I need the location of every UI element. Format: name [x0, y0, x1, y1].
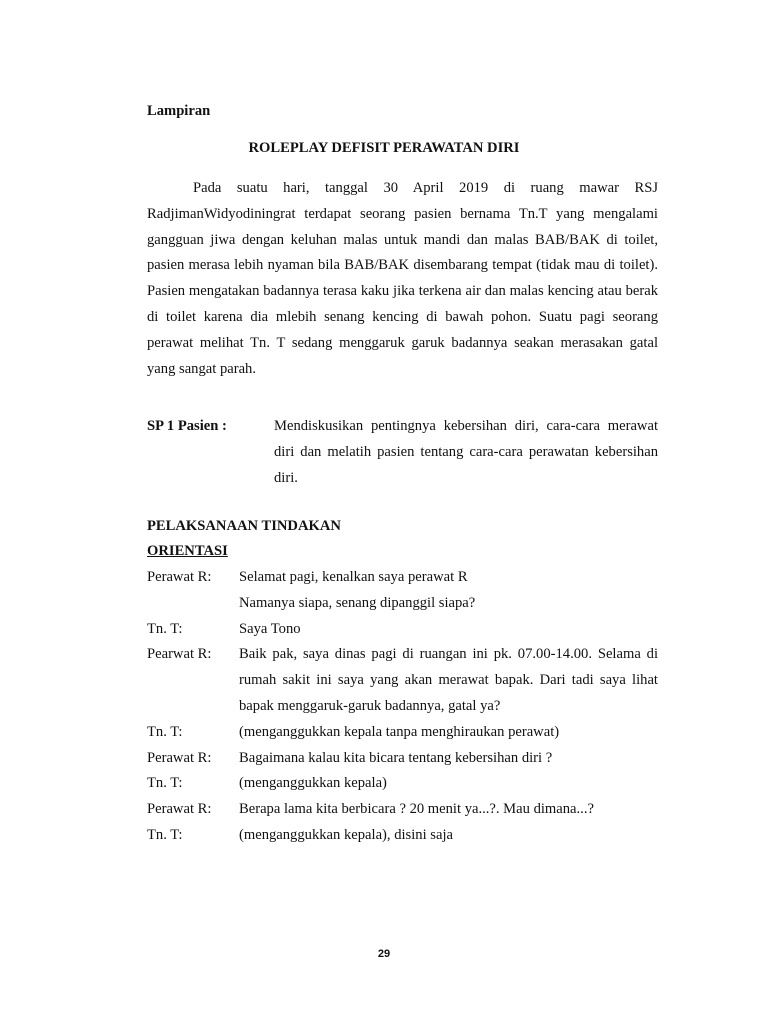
dialogue-utterance — [239, 642, 658, 719]
utterance-line: Saya Tono — [239, 620, 301, 637]
dialogue-speaker: Tn. T: — [147, 723, 183, 740]
dialogue-speaker: Perawat R: — [147, 749, 212, 766]
utterance-line: Baik pak, saya dinas pagi di ruangan ini pk. 07.00-14.00. Selama di rumah sakit ini saya yang akan merawat bapak. Dari tadi saya lihat bapak menggaruk-garuk badannya, gatal ya? — [239, 646, 658, 714]
dialogue-utterance — [239, 617, 658, 643]
intro-paragraph: Pada suatu hari, tanggal 30 April 2019 di ruang mawar RSJ RadjimanWidyodiningrat terdapat seorang pasien bernama Tn.T yang mengalami gangguan jiwa dengan keluhan malas untuk mandi dan malas BAB/BAK di toilet, pasien merasa lebih nyaman bila BAB/BAK disembarang tempat (tidak mau di toilet). Pasien mengatakan badannya terasa kaku jika terkena air dan malas kencing atau berak di toilet karena dia mlebih senang kencing di bawah pohon. Suatu pagi seorang perawat melihat Tn. T sedang menggaruk garuk badannya seakan merasakan gatal yang sangat parah. — [147, 180, 658, 377]
dialogue-utterance — [239, 771, 658, 797]
dialogue-utterance — [239, 565, 658, 617]
utterance-line: Berapa lama kita berbicara ? 20 menit ya...?. Mau dimana...? — [239, 801, 594, 818]
dialogue-speaker: Tn. T: — [147, 826, 183, 843]
dialogue-list — [147, 565, 658, 849]
utterance-line: Selamat pagi, kenalkan saya perawat R — [239, 569, 468, 585]
document-title: ROLEPLAY DEFISIT PERAWATAN DIRI — [248, 140, 520, 156]
dialogue-turn — [147, 642, 658, 719]
dialogue-speaker: Tn. T: — [147, 775, 183, 792]
dialogue-speaker: Perawat R: — [147, 569, 212, 585]
utterance-line: (menganggukkan kepala tanpa menghiraukan perawat) — [239, 723, 560, 740]
sp-description: Mendiskusikan pentingnya kebersihan diri, cara-cara merawat diri dan melatih pasien tentang cara-cara perawatan kebersihan diri. — [274, 418, 658, 486]
section-heading: PELAKSANAAN TINDAKAN — [147, 518, 341, 534]
utterance-line: Namanya siapa, senang dipanggil siapa? — [239, 594, 476, 611]
dialogue-turn — [147, 720, 658, 746]
dialogue-utterance — [239, 720, 658, 746]
dialogue-turn — [147, 565, 658, 617]
dialogue-turn — [147, 617, 658, 643]
dialogue-speaker: Pearwat R: — [147, 646, 212, 663]
dialogue-turn — [147, 797, 658, 823]
dialogue-turn — [147, 771, 658, 797]
page-number: 29 — [377, 948, 391, 960]
dialogue-turn — [147, 746, 658, 772]
dialogue-utterance — [239, 797, 658, 823]
utterance-line: (menganggukkan kepala), disini saja — [239, 826, 453, 843]
dialogue-turn — [147, 823, 658, 849]
dialogue-speaker: Tn. T: — [147, 620, 183, 637]
utterance-line: (menganggukkan kepala) — [239, 775, 387, 792]
appendix-label: Lampiran — [147, 103, 211, 119]
utterance-line: Bagaimana kalau kita bicara tentang kebersihan diri ? — [239, 749, 553, 766]
subsection-heading: ORIENTASI — [147, 543, 228, 559]
sp-label: SP 1 Pasien : — [147, 418, 227, 434]
dialogue-utterance — [239, 823, 658, 849]
dialogue-speaker: Perawat R: — [147, 801, 212, 818]
dialogue-utterance — [239, 746, 658, 772]
